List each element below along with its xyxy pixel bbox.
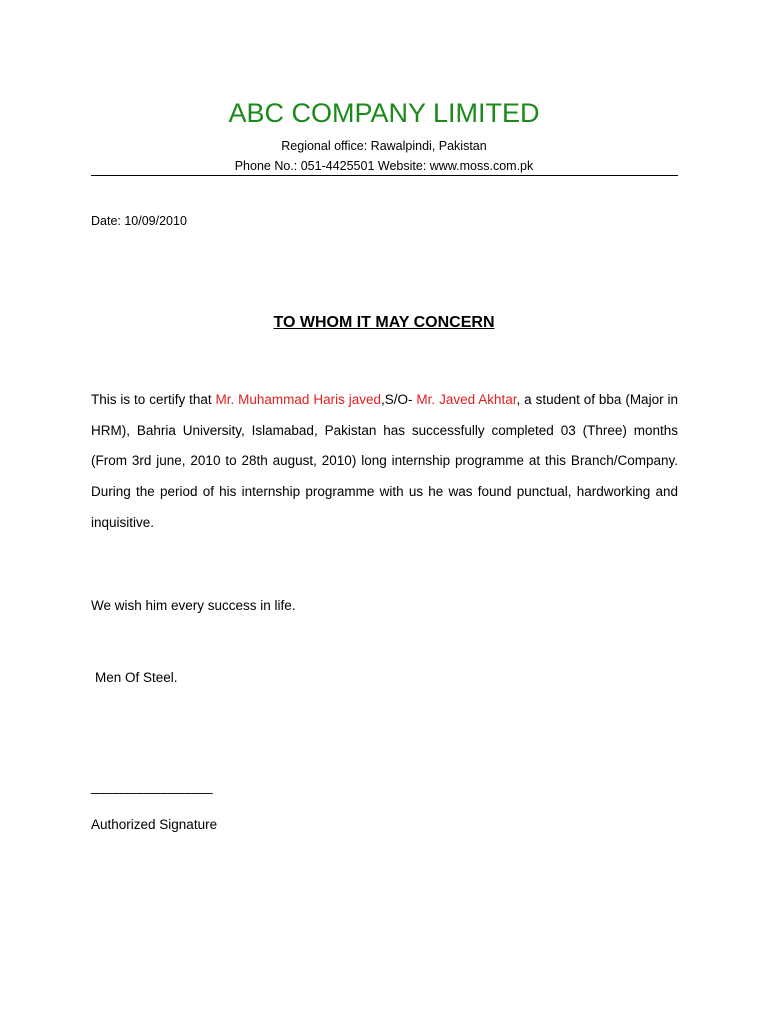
header-divider (91, 175, 678, 176)
letter-heading: TO WHOM IT MAY CONCERN (273, 314, 495, 331)
body-relation: ,S/O- (381, 392, 417, 407)
regional-office: Regional office: Rawalpindi, Pakistan (281, 139, 487, 153)
letter-date: Date: 10/09/2010 (91, 214, 187, 228)
body-intro: This is to certify that (91, 392, 216, 407)
student-name: Mr. Muhammad Haris javed (215, 392, 382, 407)
body-details: , a student of bba (Major in HRM), Bahria University, Islamabad, Pakistan has successfully completed 03 (Three) months (From 3rd june, 2010 to 28th august, 2010) long internship programme at this Branch/Company. During the period of his internship programme with us he was found punctual, hardworking and inquisitive. (91, 392, 678, 530)
wish-line: We wish him every success in life. (91, 598, 296, 613)
certificate-body (91, 385, 678, 539)
company-name: ABC COMPANY LIMITED (228, 98, 540, 128)
closing-line: Men Of Steel. (95, 670, 178, 685)
father-name: Mr. Javed Akhtar (416, 392, 517, 407)
contact-info: Phone No.: 051-4425501 Website: www.moss.com.pk (234, 159, 534, 173)
signature-line: ____________________ (91, 779, 212, 794)
signature-label: Authorized Signature (91, 817, 218, 832)
